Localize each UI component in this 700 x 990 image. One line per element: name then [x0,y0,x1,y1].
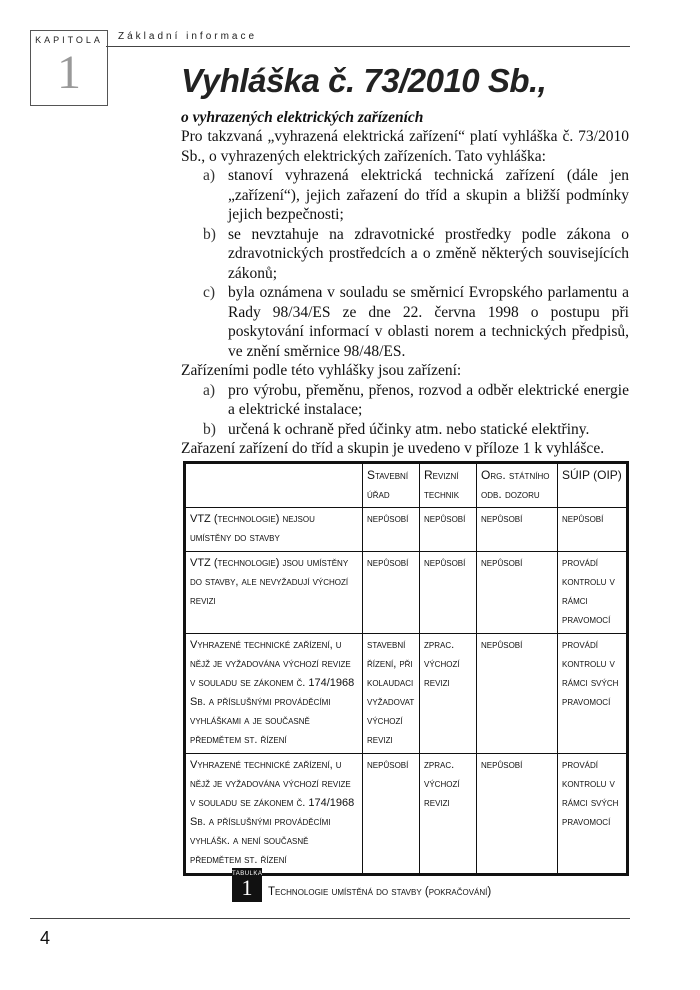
table-row [185,552,628,634]
list-label: b) [203,420,216,438]
list-item [181,283,629,361]
table-header-cell: Stavební úřad [363,463,420,508]
table-cell: nepůsobí [420,508,477,552]
table-header-row [185,463,628,508]
intro-paragraph: Pro takzvaná „vyhrazená elektrická zařízení“ platí vyhláška č. 73/2010 Sb., o vyhrazených elektrických zařízeních. Tato vyhláška: [181,128,629,165]
table-row [185,754,628,875]
paragraph-3: Zařazení zařízení do tříd a skupin je uvedeno v příloze 1 k vyhlášce. [181,440,605,457]
table-cell: nepůsobí [363,754,420,875]
list-item [181,420,629,440]
header-divider [106,46,630,47]
footer-divider [30,918,630,919]
table-header-cell: Revizní technik [420,463,477,508]
table-cell: nepůsobí [363,508,420,552]
paragraph-2: Zařízeními podle této vyhlášky jsou zařízení: [181,362,462,379]
table-row [185,508,628,552]
page-title: Vyhláška č. 73/2010 Sb., [181,62,547,99]
chapter-label: KAPITOLA [35,35,103,45]
table-cell: provádí kontrolu v rámci svých pravomocí [558,634,628,754]
table-header-cell: Org. státního odb. dozoru [477,463,558,508]
list-text: stanoví vyhrazená elektrická technická zařízení (dále jen „zařízení“), jejich zařazení do tříd a skupin a bližší podmínky jejich bezpečnosti; [228,167,629,223]
list-item [181,381,629,420]
table-row [185,634,628,754]
chapter-box [30,30,108,106]
table-cell: nepůsobí [477,508,558,552]
list-text: určená k ochraně před účinky atm. nebo statické elektřiny. [228,420,590,438]
table-label-box [232,868,262,902]
table-header-cell: SÚIP (OIP) [558,463,628,508]
table-cell: provádí kontrolu v rámci pravomocí [558,552,628,634]
table-cell: nepůsobí [477,552,558,634]
list-label: c) [203,284,216,301]
table-cell: Vyhrazené technické zařízení, u nějž je vyžadována výchozí revize v souladu se zákonem č. 174/1968 Sb. a příslušnými prováděcími vyhlášk. a není současně předmětem st. řízení [185,754,363,875]
table-cell: provádí kontrolu v rámci svých pravomocí [558,754,628,875]
list-label: a) [203,167,216,184]
list-text: byla oznámena v souladu se směrnicí Evropského parlamentu a Rady 98/34/ES ze dne 22. června 1998 o postupu při poskytování informací v oblasti norem a technických předpisů, ve znění směrnice 98/48/ES. [228,284,629,360]
page-number: 4 [40,928,51,948]
list-item [181,225,629,284]
table-cell: zprac. výchozí revizi [420,634,477,754]
list-text: se nevztahuje na zdravotnické prostředky podle zákona o zdravotnických prostředcích a o změně některých souvisejících zákonů; [228,225,629,282]
info-table [183,461,629,876]
table-cell: nepůsobí [477,754,558,875]
table-header-cell [185,463,363,508]
table-cell: nepůsobí [558,508,628,552]
table-caption: Technologie umístěná do stavby (pokračování) [268,886,492,898]
table-cell: VTZ (technologie) jsou umístěny do stavby, ale nevyžadují výchozí revizi [185,552,363,634]
table-number: 1 [241,875,253,900]
section-title: Základní informace [118,31,258,42]
list-item [181,166,629,225]
table-cell: stavební řízení, při kolaudaci vyžadovat výchozí revizi [363,634,420,754]
table-cell: VTZ (technologie) nejsou umístěny do stavby [185,508,363,552]
list-label: b) [203,225,216,243]
list-text: pro výrobu, přeměnu, přenos, rozvod a odběr elektrické energie a elektrické instalace; [228,381,629,418]
table-cell: nepůsobí [363,552,420,634]
body-text [181,127,629,459]
chapter-number: 1 [57,46,81,99]
list-label: a) [203,381,216,399]
table-cell: nepůsobí [420,552,477,634]
page-subtitle: o vyhrazených elektrických zařízeních [181,109,424,126]
table-cell: Vyhrazené technické zařízení, u nějž je vyžadována výchozí revize v souladu se zákonem č. 174/1968 Sb. a příslušnými prováděcími vyhláškami a je současně předmětem st. řízení [185,634,363,754]
table-label: TABULKA [232,871,263,877]
table-cell: nepůsobí [477,634,558,754]
table-cell: zprac. výchozí revizi [420,754,477,875]
